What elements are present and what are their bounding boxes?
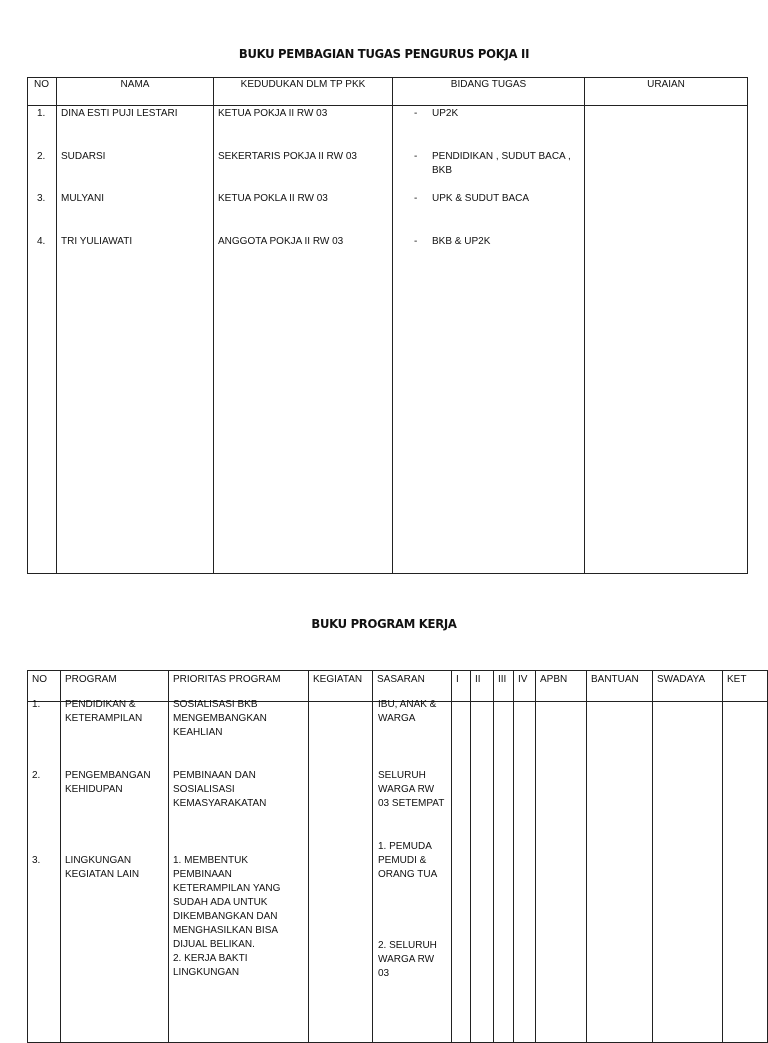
row-no: 3. <box>37 193 46 204</box>
header-bidang-tugas: BIDANG TUGAS <box>393 78 585 106</box>
row-prioritas-line9: LINGKUNGAN <box>173 967 240 978</box>
header-uraian: URAIAN <box>585 78 748 106</box>
row-nama: SUDARSI <box>61 151 106 162</box>
row-program-line1: LINGKUNGAN <box>65 855 132 866</box>
header-q4: IV <box>514 671 536 702</box>
tugas-pengurus-table <box>27 77 748 574</box>
column-apbn <box>536 702 587 1043</box>
row-no: 4. <box>37 236 46 247</box>
row-no: 3. <box>32 855 41 866</box>
header-prioritas: PRIORITAS PROGRAM <box>169 671 309 702</box>
row-sasaran-line2: WARGA RW <box>378 784 435 795</box>
row-prioritas-line2: PEMBINAAN <box>173 869 232 880</box>
row-prioritas-line1: PEMBINAAN DAN <box>173 770 256 781</box>
header-nama: NAMA <box>57 78 214 106</box>
row-program-line1: PENDIDIKAN & <box>65 699 136 710</box>
row-prioritas-line7: DIJUAL BELIKAN. <box>173 939 255 950</box>
row-prioritas-line6: MENGHASILKAN BISA <box>173 925 279 936</box>
row-no: 1. <box>32 699 41 710</box>
column-q1 <box>452 702 471 1043</box>
row-kedudukan: KETUA POKLA II RW 03 <box>218 193 328 204</box>
row-prioritas-line3: KEAHLIAN <box>173 727 223 738</box>
header-ket: KET <box>723 671 768 702</box>
row-sasaran-a-line2: PEMUDI & <box>378 855 427 866</box>
row-prioritas-line3: KETERAMPILAN YANG <box>173 883 281 894</box>
column-swadaya <box>653 702 723 1043</box>
header-apbn: APBN <box>536 671 587 702</box>
row-kedudukan: KETUA POKJA II RW 03 <box>218 108 328 119</box>
row-no: 2. <box>37 151 46 162</box>
row-prioritas-line3: KEMASYARAKATAN <box>173 798 267 809</box>
row-sasaran-b-line3: 03 <box>378 968 390 979</box>
row-bidang: PENDIDIKAN , SUDUT BACA , <box>432 151 571 162</box>
header-sasaran: SASARAN <box>373 671 452 702</box>
column-nama <box>57 106 214 574</box>
row-no: 1. <box>37 108 46 119</box>
row-bidang: UPK & SUDUT BACA <box>432 193 530 204</box>
header-no: NO <box>28 671 61 702</box>
header-swadaya: SWADAYA <box>653 671 723 702</box>
header-q3: III <box>494 671 514 702</box>
column-kedudukan <box>214 106 393 574</box>
row-sasaran-line1: IBU, ANAK & <box>378 699 437 710</box>
header-q1: I <box>452 671 471 702</box>
row-nama: MULYANI <box>61 193 104 204</box>
column-bidang <box>393 106 585 574</box>
row-sasaran-a-line3: ORANG TUA <box>378 869 438 880</box>
header-kegiatan: KEGIATAN <box>309 671 373 702</box>
row-prioritas-line1: 1. MEMBENTUK <box>173 855 249 866</box>
row-dash: - <box>414 108 418 119</box>
row-sasaran-line2: WARGA <box>378 713 416 724</box>
row-bidang: BKB & UP2K <box>432 236 491 247</box>
row-dash: - <box>414 236 418 247</box>
row-sasaran-b-line1: 2. SELURUH <box>378 940 437 951</box>
header-no: NO <box>28 78 57 106</box>
row-no: 2. <box>32 770 41 781</box>
column-uraian <box>585 106 748 574</box>
column-bantuan <box>587 702 653 1043</box>
row-dash: - <box>414 193 418 204</box>
row-prioritas-line1: SOSIALISASI BKB <box>173 699 258 710</box>
column-q4 <box>514 702 536 1043</box>
row-prioritas-line4: SUDAH ADA UNTUK <box>173 897 268 908</box>
row-dash: - <box>414 151 418 162</box>
row-program-line2: KETERAMPILAN <box>65 713 143 724</box>
row-sasaran-line3: 03 SETEMPAT <box>378 798 445 809</box>
row-bidang: UP2K <box>432 108 459 119</box>
column-no <box>28 106 57 574</box>
row-kedudukan: ANGGOTA POKJA II RW 03 <box>218 236 344 247</box>
row-sasaran-line1: SELURUH <box>378 770 426 781</box>
column-q2 <box>471 702 494 1043</box>
row-prioritas-line2: MENGEMBANGKAN <box>173 713 267 724</box>
column-ket <box>723 702 768 1043</box>
row-sasaran-b-line2: WARGA RW <box>378 954 435 965</box>
column-q3 <box>494 702 514 1043</box>
column-kegiatan <box>309 702 373 1043</box>
row-nama: DINA ESTI PUJI LESTARI <box>61 108 178 119</box>
column-no <box>28 702 61 1043</box>
row-kedudukan: SEKERTARIS POKJA II RW 03 <box>218 151 357 162</box>
section1-title: BUKU PEMBAGIAN TUGAS PENGURUS POKJA II <box>238 46 530 61</box>
row-prioritas-line5: DIKEMBANGKAN DAN <box>173 911 278 922</box>
row-prioritas-line8: 2. KERJA BAKTI <box>173 953 248 964</box>
row-nama: TRI YULIAWATI <box>61 236 133 247</box>
row-program-line2: KEHIDUPAN <box>65 784 123 795</box>
header-q2: II <box>471 671 494 702</box>
row-prioritas-line2: SOSIALISASI <box>173 784 235 795</box>
row-program-line2: KEGIATAN LAIN <box>65 869 140 880</box>
section2-title: BUKU PROGRAM KERJA <box>311 616 457 631</box>
header-kedudukan: KEDUDUKAN DLM TP PKK <box>214 78 393 106</box>
header-bantuan: BANTUAN <box>587 671 653 702</box>
row-bidang-line2: BKB <box>432 165 453 176</box>
row-program-line1: PENGEMBANGAN <box>65 770 151 781</box>
row-sasaran-a-line1: 1. PEMUDA <box>378 841 432 852</box>
header-program: PROGRAM <box>61 671 169 702</box>
